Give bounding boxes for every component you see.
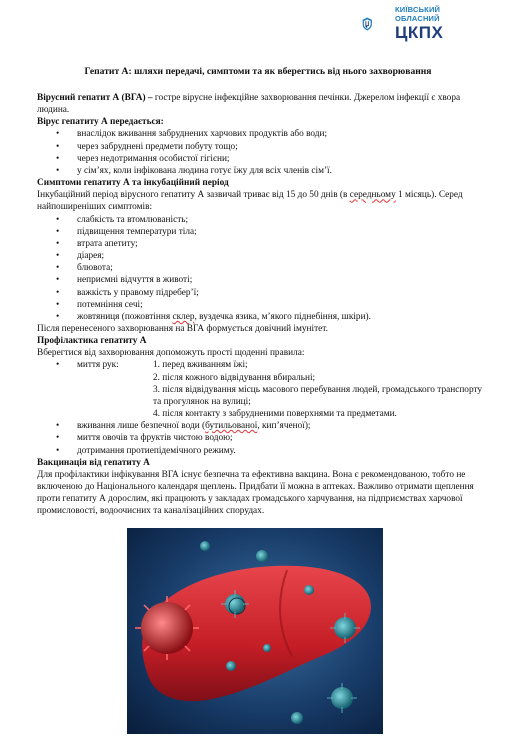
vaccination-heading: Вакцинація від гепатиту А [37, 457, 150, 468]
ckph-logo-icon [362, 2, 396, 46]
logo-caption: КИЇВСЬКИЙ ОБЛАСНИЙ [395, 5, 441, 23]
prevention-list [37, 420, 483, 456]
list-item: • через недотримання особистої гігієни; [37, 153, 483, 165]
logo-wordmark: ЦКПХ [395, 23, 444, 42]
list-item: 4. після контакту з забрудненими поверхнями та предметами. [153, 409, 397, 420]
list-item: • внаслідок вживання забруднених харчових продуктів або води; [37, 128, 483, 140]
virus-icon [135, 596, 199, 660]
list-item: • у сім’ях, коли інфікована людина готує їжу для всіх членів сім’ї. [37, 165, 483, 177]
list-item: • миття овочів та фруктів чистою водою; [37, 432, 483, 444]
list-item: 3. після відвідування місць масового перебування людей, громадського транспорту та прогулянок на вулиці; [153, 384, 483, 407]
list-item: • жовтяниця (пожовтіння склер, вуздечка язика, м’якого піднебіння, шкіри). [37, 311, 483, 323]
prevention-intro: Вберегтися від захворювання допоможуть прості щоденні правила: [37, 348, 305, 359]
virus-icon [291, 712, 303, 724]
list-item: • вживання лише безпечної води (бутильованої, кип’яченої); [37, 420, 483, 432]
list-item: • неприємні відчуття в животі; [37, 274, 483, 286]
symptoms-list [37, 214, 483, 323]
list-item: • важкість у правому підребер’ї; [37, 287, 483, 299]
list-item: • дотримання протиепідемічного режиму. [37, 445, 483, 457]
virus-icon [331, 687, 353, 709]
hand-washing-item: • миття рук: 1. перед вживанням їжі; [37, 359, 483, 371]
intro-paragraph: Вірусний гепатит А (ВГА) – гостре вірусне інфекційне захворювання печінки. Джерелом інфекції є хвора людина. [37, 93, 461, 116]
virus-icon [225, 594, 245, 614]
list-item: • блювота; [37, 262, 483, 274]
list-item: • підвищення температури тіла; [37, 226, 483, 238]
virus-icon [226, 661, 236, 671]
vaccination-paragraph: Для профілактики інфікування ВГА існує безпечна та ефективна вакцина. Вона є рекомендованою, тобто не включеною до Національного календаря щеплень. Придбати її можна в аптеках. Важливо отримати щеплення проти гепатиту А дорослим, які працюють у закладах громадського харчування, на підприємствах харчової промисловості, водоочисних та каналізаційних спорудах. [37, 469, 474, 517]
virus-icon [200, 541, 210, 551]
document-body [37, 92, 483, 517]
symptoms-heading: Симптоми гепатиту А та інкубаційний період [37, 178, 229, 189]
virus-icon [263, 644, 271, 652]
virus-icon [256, 550, 268, 562]
symptoms-intro: Інкубаційний період вірусного гепатиту А зазвичай триває від 15 до 50 днів (в середньому 1 місяць). Серед найпоширеніших симптомів: [37, 190, 463, 213]
liver-virus-illustration [127, 528, 383, 734]
list-item: • діарея; [37, 250, 483, 262]
list-item: • слабкість та втомлюваність; [37, 214, 483, 226]
list-item: • потемніння сечі; [37, 299, 483, 311]
list-item: • через забруднені предмети побуту тощо; [37, 141, 483, 153]
list-item: • втрата апетиту; [37, 238, 483, 250]
transmission-heading: Вірус гепатиту А передається: [37, 117, 164, 128]
transmission-list [37, 128, 483, 177]
virus-icon [334, 617, 356, 639]
immunity-note: Після перенесеного захворювання на ВГА формується довічний імунітет. [37, 323, 328, 334]
virus-icon [304, 585, 314, 595]
prevention-heading: Профілактика гепатиту А [37, 336, 147, 347]
list-item: 2. після кожного відвідування вбиральні; [153, 372, 316, 383]
document-title: Гепатит А: шляхи передачі, симптоми та як вберегтись від нього захворювання [84, 66, 432, 77]
